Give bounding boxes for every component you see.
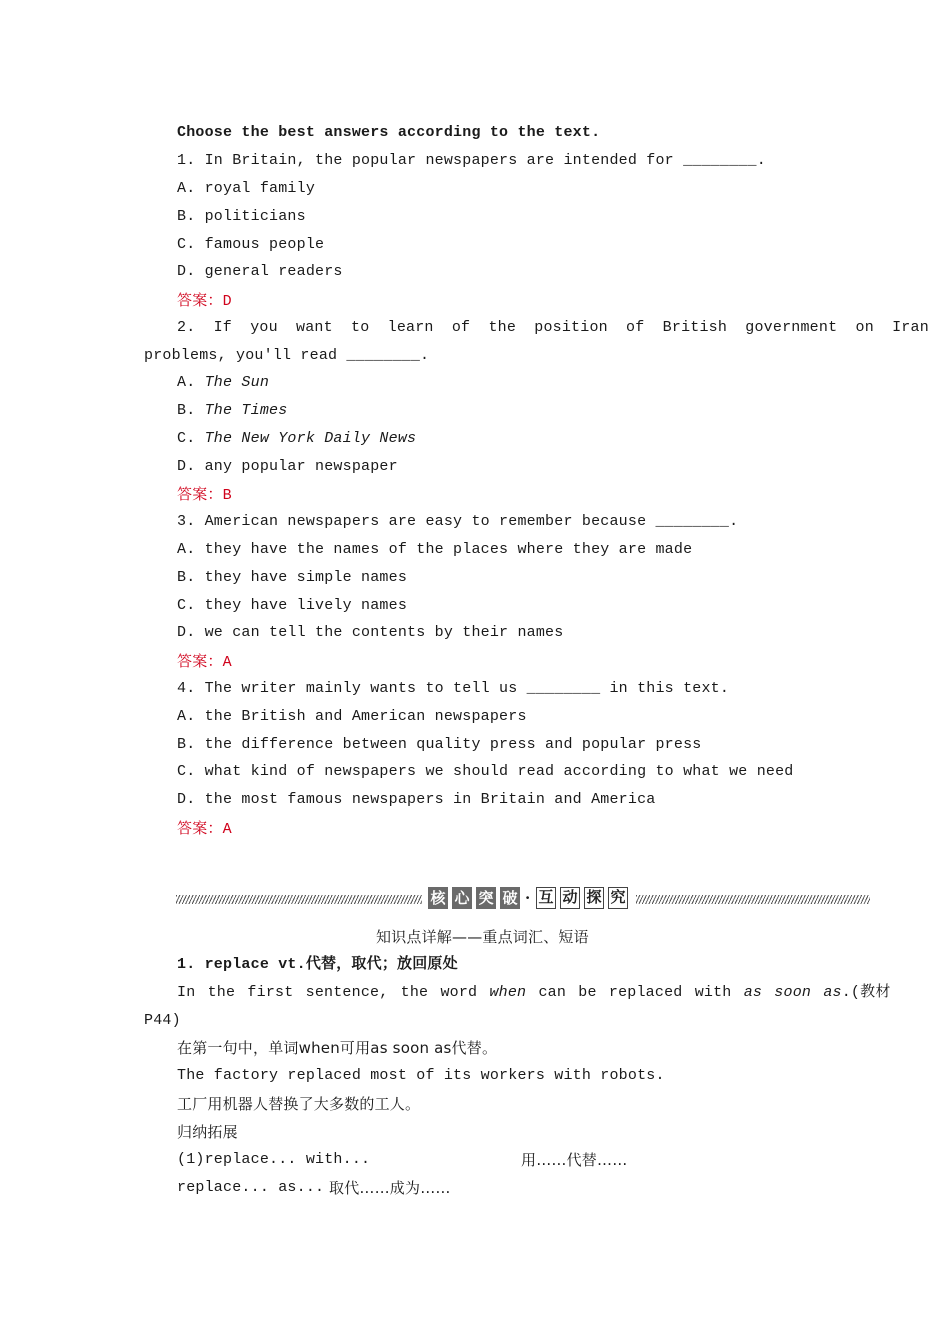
question-1-option-a: A. royal family <box>177 180 316 197</box>
banner-char: 破 <box>500 887 520 909</box>
answer-label: 答案： <box>177 819 223 837</box>
banner-char: 究 <box>608 887 628 909</box>
question-1-option-b: B. politicians <box>177 208 306 225</box>
answer-value: A <box>222 821 232 838</box>
question-4-option-c: C. what kind of newspapers we should read according to what we need <box>177 763 794 780</box>
question-2-option-a: A. The Sun <box>177 374 270 391</box>
banner-separator: · <box>525 889 531 907</box>
newspaper-title: The Times <box>204 402 288 419</box>
question-1-option-d: D. general readers <box>177 263 343 280</box>
banner-char: 突 <box>476 887 496 909</box>
example-en-line1: In the first sentence, the word when can be replaced with as soon as.(教材 <box>177 984 891 1001</box>
banner-char: 探 <box>584 887 604 909</box>
question-2-stem-line2: problems, you'll read ________. <box>144 347 430 364</box>
question-4-answer <box>177 818 232 840</box>
question-1-option-c: C. famous people <box>177 236 325 253</box>
sentence-cn: 工厂用机器人替换了大多数的工人。 <box>177 1095 421 1113</box>
sentence-en: The factory replaced most of its workers with robots. <box>177 1067 665 1084</box>
answer-value: A <box>222 654 232 671</box>
banner-char: 核 <box>428 887 448 909</box>
question-2-stem-line1: 2. If you want to learn of the position of British government on Iran <box>177 319 929 336</box>
question-3-option-c: C. they have lively names <box>177 597 408 614</box>
phrase-2-meaning: 取代……成为…… <box>329 1179 451 1197</box>
question-2-option-d: D. any popular newspaper <box>177 458 398 475</box>
banner-char: 互 <box>536 887 556 909</box>
question-1-stem: 1. In Britain, the popular newspapers are intended for ________. <box>177 152 766 169</box>
section-banner <box>176 884 872 914</box>
knowledge-subtitle: 知识点详解——重点词汇、短语 <box>376 928 589 946</box>
answer-label: 答案： <box>177 652 223 670</box>
phrase-1: (1)replace... with... <box>177 1151 371 1168</box>
question-4-option-a: A. the British and American newspapers <box>177 708 527 725</box>
banner-hatch-right <box>636 895 870 904</box>
question-4-stem: 4. The writer mainly wants to tell us ________ in this text. <box>177 680 730 697</box>
section-heading: Choose the best answers according to the text. <box>177 124 601 141</box>
phrase-2: replace... as... <box>177 1179 325 1196</box>
answer-value: B <box>222 487 232 504</box>
answer-label: 答案： <box>177 291 223 309</box>
question-2-option-b: B. The Times <box>177 402 288 419</box>
banner-char: 动 <box>560 887 580 909</box>
banner-char: 心 <box>452 887 472 909</box>
summary-label: 归纳拓展 <box>177 1123 238 1141</box>
question-3-option-b: B. they have simple names <box>177 569 408 586</box>
question-2-answer <box>177 484 232 506</box>
banner-hatch-left <box>176 895 422 904</box>
question-4-option-b: B. the difference between quality press and popular press <box>177 736 702 753</box>
question-3-answer <box>177 651 232 673</box>
question-3-option-a: A. they have the names of the places where they are made <box>177 541 693 558</box>
question-1-answer <box>177 290 232 312</box>
newspaper-title: The New York Daily News <box>204 430 417 447</box>
question-4-option-d: D. the most famous newspapers in Britain and America <box>177 791 656 808</box>
question-3-stem: 3. American newspapers are easy to remember because ________. <box>177 513 739 530</box>
newspaper-title: The Sun <box>204 374 270 391</box>
phrase-1-meaning: 用……代替…… <box>521 1151 628 1169</box>
answer-value: D <box>222 293 232 310</box>
vocab-item-title: 1. replace vt.代替，取代；放回原处 <box>177 956 458 973</box>
example-en-line2: P44) <box>144 1012 181 1029</box>
example-cn: 在第一句中，单词when可用as soon as代替。 <box>177 1039 498 1057</box>
question-2-option-c: C. The New York Daily News <box>177 430 417 447</box>
question-3-option-d: D. we can tell the contents by their names <box>177 624 564 641</box>
answer-label: 答案： <box>177 485 223 503</box>
